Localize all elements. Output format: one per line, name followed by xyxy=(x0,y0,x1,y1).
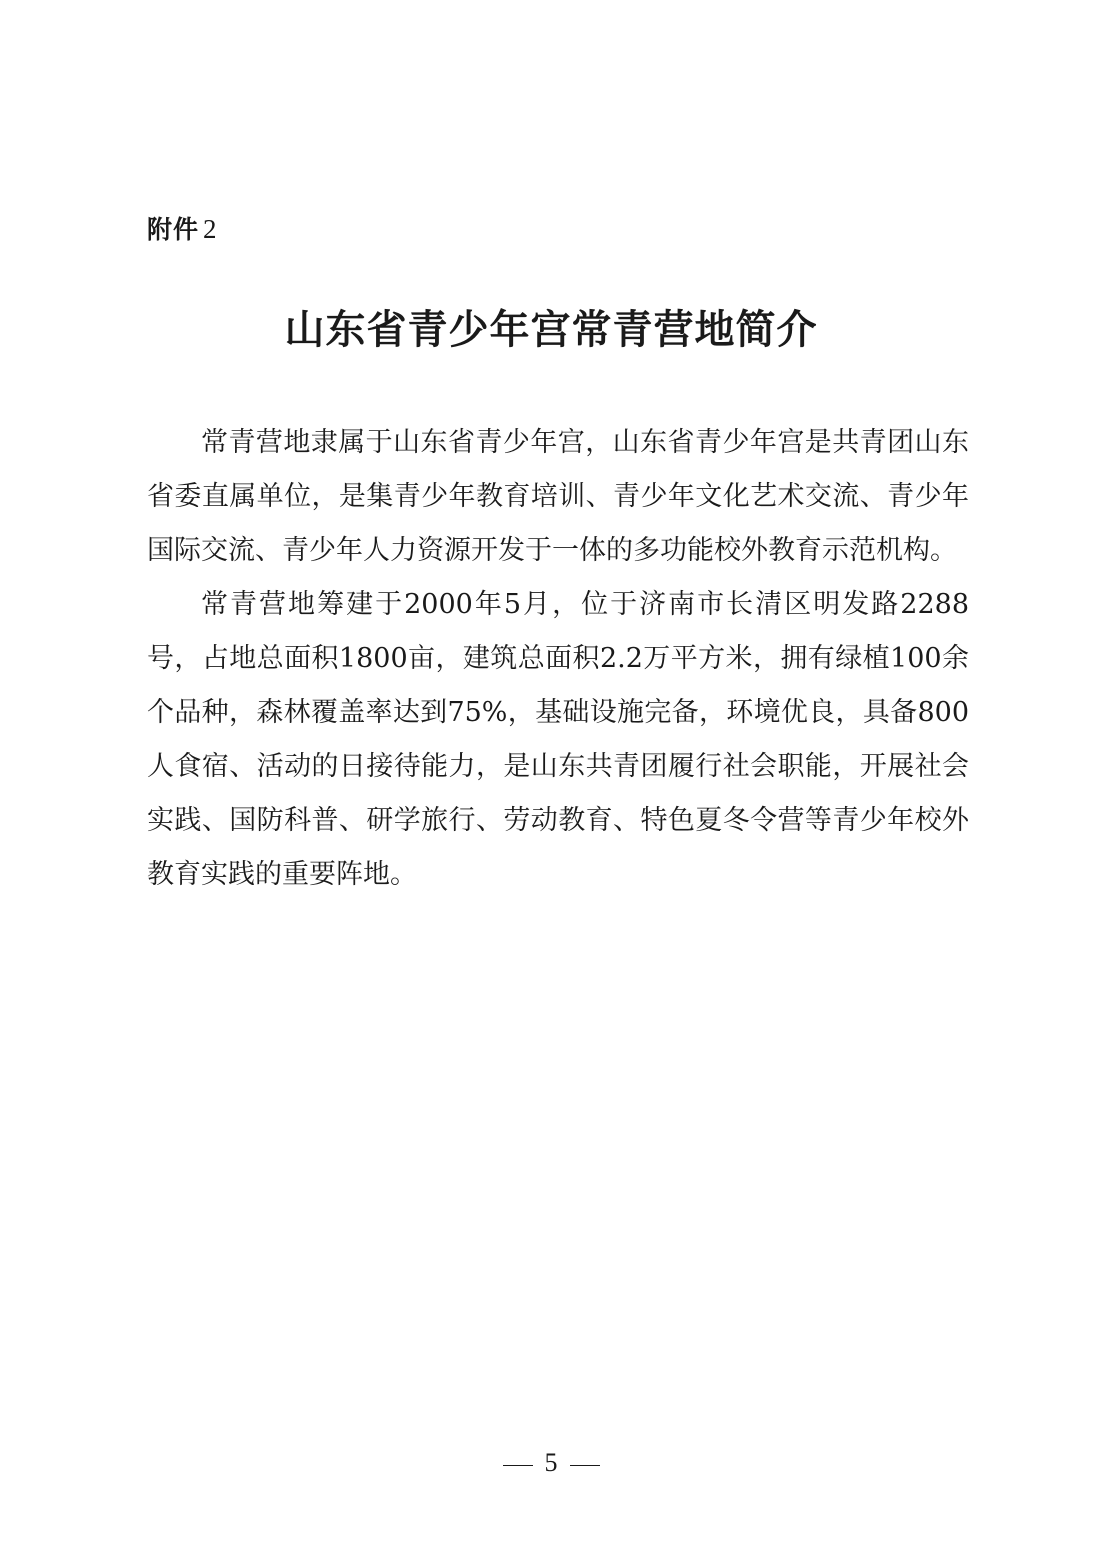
footer-dash-right xyxy=(570,1465,600,1466)
page-footer xyxy=(0,1443,1102,1483)
attachment-text: 附件 xyxy=(147,215,200,244)
document-body xyxy=(147,416,969,902)
paragraph-1: 常青营地隶属于山东省青少年宫，山东省青少年宫是共青团山东省委直属单位，是集青少年教育培训、青少年文化艺术交流、青少年国际交流、青少年人力资源开发于一体的多功能校外教育示范机构。 xyxy=(147,427,969,566)
document-title: 山东省青少年宫常青营地简介 xyxy=(284,306,818,353)
footer-dash-left xyxy=(503,1465,533,1466)
page-number: 5 xyxy=(544,1448,558,1477)
attachment-number: 2 xyxy=(203,214,218,244)
paragraph-2: 常青营地筹建于2000年5月，位于济南市长清区明发路2288号，占地总面积1800亩，建筑总面积2.2万平方米，拥有绿植100余个品种，森林覆盖率达到75%，基础设施完备，环境优良，具备800人食宿、活动的日接待能力，是山东共青团履行社会职能，开展社会实践、国防科普、研学旅行、劳动教育、特色夏冬令营等青少年校外教育实践的重要阵地。 xyxy=(147,589,969,890)
attachment-label xyxy=(147,209,218,250)
